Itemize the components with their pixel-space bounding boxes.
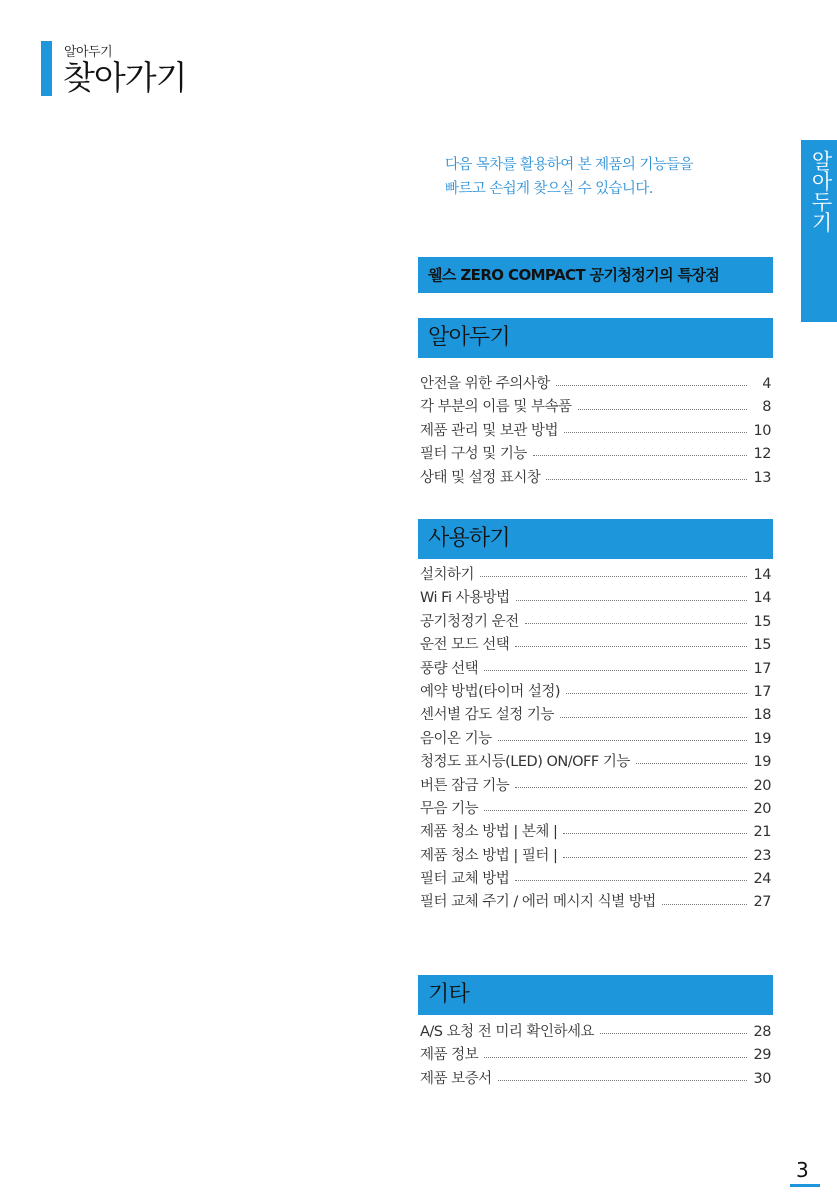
toc-dot-leader bbox=[578, 409, 747, 410]
toc-page-number: 14 bbox=[753, 590, 771, 607]
toc-dot-leader bbox=[566, 693, 747, 694]
toc-label: 공기청정기 운전 bbox=[420, 613, 519, 630]
toc-dot-leader bbox=[515, 880, 747, 881]
toc-dot-leader bbox=[516, 600, 747, 601]
toc-page-number: 15 bbox=[753, 613, 771, 630]
toc-label: 무음 기능 bbox=[420, 800, 479, 817]
toc-label: 필터 구성 및 기능 bbox=[420, 446, 527, 463]
side-tab-label: 알아두기 bbox=[809, 150, 833, 232]
page-number: 3 bbox=[796, 1158, 809, 1182]
toc-label: 각 부분의 이름 및 부속품 bbox=[420, 399, 572, 416]
toc-page-number: 18 bbox=[753, 707, 771, 724]
toc-page-number: 13 bbox=[753, 469, 771, 486]
toc-row[interactable] bbox=[418, 1067, 773, 1090]
toc-page-number: 29 bbox=[753, 1047, 771, 1064]
toc-list-etc bbox=[418, 1020, 773, 1090]
toc-page-number: 12 bbox=[753, 446, 771, 463]
toc-row[interactable] bbox=[418, 703, 773, 726]
toc-dot-leader bbox=[515, 646, 747, 647]
toc-dot-leader bbox=[564, 432, 747, 433]
feature-heading[interactable]: 웰스 ZERO COMPACT 공기청정기의 특장점 bbox=[418, 257, 773, 293]
toc-dot-leader bbox=[484, 1057, 747, 1058]
toc-row[interactable] bbox=[418, 797, 773, 820]
toc-page-number: 15 bbox=[753, 637, 771, 654]
toc-row[interactable] bbox=[418, 657, 773, 680]
toc-dot-leader bbox=[560, 717, 747, 718]
toc-dot-leader bbox=[525, 623, 747, 624]
toc-label: A/S 요청 전 미리 확인하세요 bbox=[420, 1024, 595, 1040]
toc-label: 풍량 선택 bbox=[420, 660, 479, 677]
toc-dot-leader bbox=[546, 479, 747, 480]
toc-dot-leader bbox=[480, 576, 747, 577]
intro-line-1: 다음 목차를 활용하여 본 제품의 기능들을 bbox=[445, 157, 693, 173]
side-tab[interactable] bbox=[801, 140, 837, 322]
toc-label: 제품 보증서 bbox=[420, 1070, 492, 1087]
page-number-underline bbox=[790, 1184, 820, 1187]
toc-row[interactable] bbox=[418, 633, 773, 656]
toc-row[interactable] bbox=[418, 395, 773, 418]
toc-page-number: 17 bbox=[753, 660, 771, 677]
header-subtitle: 알아두기 bbox=[64, 45, 113, 60]
toc-list-use bbox=[418, 563, 773, 914]
toc-label: 필터 교체 방법 bbox=[420, 871, 510, 888]
toc-label: 설치하기 bbox=[420, 567, 475, 583]
toc-page-number: 17 bbox=[753, 683, 771, 700]
toc-label: 제품 청소 방법 | 본체 | bbox=[420, 824, 558, 841]
toc-dot-leader bbox=[484, 670, 747, 671]
toc-dot-leader bbox=[533, 455, 747, 456]
toc-page-number: 28 bbox=[753, 1024, 771, 1040]
toc-page-number: 27 bbox=[753, 894, 771, 911]
toc-label: 안전을 위한 주의사항 bbox=[420, 376, 550, 392]
toc-dot-leader bbox=[484, 810, 747, 811]
toc-page-number: 10 bbox=[753, 422, 771, 439]
toc-dot-leader bbox=[600, 1033, 747, 1034]
toc-label: 상태 및 설정 표시창 bbox=[420, 469, 541, 486]
toc-row[interactable] bbox=[418, 727, 773, 750]
toc-label: 제품 정보 bbox=[420, 1047, 479, 1064]
toc-page-number: 8 bbox=[762, 399, 771, 416]
toc-row[interactable] bbox=[418, 610, 773, 633]
toc-label: 청정도 표시등(LED) ON/OFF 기능 bbox=[420, 754, 630, 771]
toc-dot-leader bbox=[636, 763, 747, 764]
toc-row[interactable] bbox=[418, 419, 773, 442]
toc-label: 제품 청소 방법 | 필터 | bbox=[420, 847, 558, 864]
toc-dot-leader bbox=[515, 787, 747, 788]
toc-row[interactable] bbox=[418, 820, 773, 843]
toc-page-number: 14 bbox=[753, 567, 771, 583]
toc-page-number: 20 bbox=[753, 777, 771, 794]
toc-row[interactable] bbox=[418, 890, 773, 913]
toc-page-number: 30 bbox=[753, 1070, 771, 1087]
toc-row[interactable] bbox=[418, 867, 773, 890]
toc-row[interactable] bbox=[418, 1043, 773, 1066]
toc-row[interactable] bbox=[418, 844, 773, 867]
toc-row[interactable] bbox=[418, 586, 773, 609]
toc-label: 예약 방법(타이머 설정) bbox=[420, 683, 561, 700]
toc-row[interactable] bbox=[418, 680, 773, 703]
section-heading-etc[interactable]: 기타 bbox=[418, 975, 773, 1015]
toc-dot-leader bbox=[556, 385, 747, 386]
toc-row[interactable] bbox=[418, 563, 773, 586]
toc-page-number: 19 bbox=[753, 730, 771, 747]
toc-page-number: 24 bbox=[753, 871, 771, 888]
intro-text bbox=[445, 153, 693, 201]
toc-page-number: 19 bbox=[753, 754, 771, 771]
section-heading-use[interactable]: 사용하기 bbox=[418, 519, 773, 559]
page-title: 찾아가기 bbox=[63, 58, 187, 97]
toc-row[interactable] bbox=[418, 750, 773, 773]
toc-label: 센서별 감도 설정 기능 bbox=[420, 707, 554, 724]
toc-dot-leader bbox=[563, 833, 747, 834]
toc-list-know bbox=[418, 372, 773, 489]
toc-label: 버튼 잠금 기능 bbox=[420, 777, 510, 794]
toc-row[interactable] bbox=[418, 372, 773, 395]
toc-page-number: 23 bbox=[753, 847, 771, 864]
toc-page-number: 4 bbox=[762, 376, 771, 392]
toc-dot-leader bbox=[662, 904, 747, 905]
intro-line-2: 빠르고 손쉽게 찾으실 수 있습니다. bbox=[445, 181, 653, 197]
toc-row[interactable] bbox=[418, 466, 773, 489]
toc-dot-leader bbox=[498, 740, 747, 741]
toc-dot-leader bbox=[498, 1080, 747, 1081]
toc-row[interactable] bbox=[418, 774, 773, 797]
toc-row[interactable] bbox=[418, 1020, 773, 1043]
toc-dot-leader bbox=[563, 857, 747, 858]
toc-label: Wi Fi 사용방법 bbox=[420, 590, 510, 607]
toc-label: 운전 모드 선택 bbox=[420, 637, 510, 654]
toc-label: 음이온 기능 bbox=[420, 730, 492, 747]
toc-label: 제품 관리 및 보관 방법 bbox=[420, 422, 558, 439]
toc-page-number: 21 bbox=[753, 824, 771, 841]
section-heading-know[interactable]: 알아두기 bbox=[418, 318, 773, 358]
toc-label: 필터 교체 주기 / 에러 메시지 식별 방법 bbox=[420, 894, 656, 911]
toc-row[interactable] bbox=[418, 442, 773, 465]
toc-page-number: 20 bbox=[753, 800, 771, 817]
header-accent-bar bbox=[41, 41, 52, 96]
